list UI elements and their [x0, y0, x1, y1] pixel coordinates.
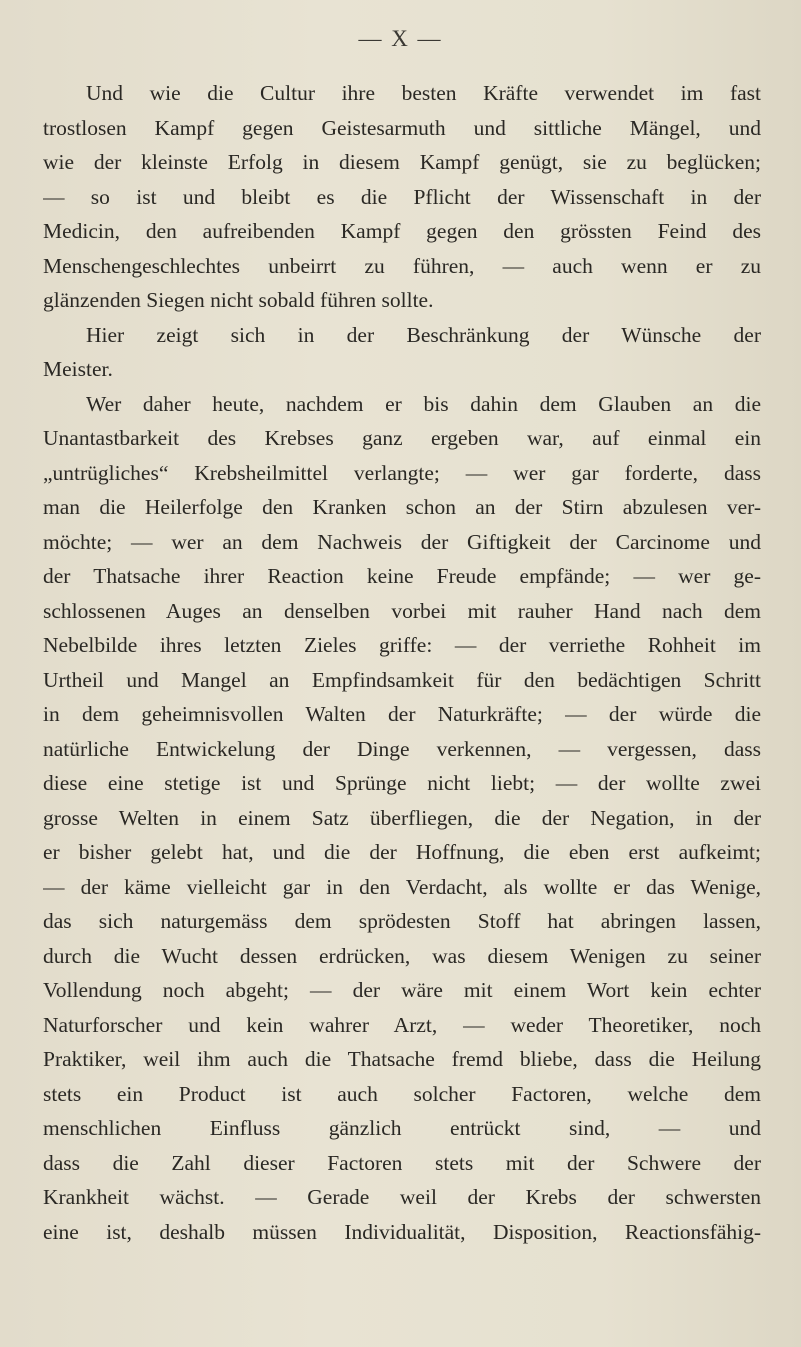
text-line: eine ist, deshalb müssen Individualität, Disposition, Reactionsfähig- — [43, 1219, 761, 1244]
text-line: Und wie die Cultur ihre besten Kräfte verwendet im fast — [86, 81, 761, 105]
text-line: dass die Zahl dieser Factoren stets mit der Schwere der — [43, 1150, 761, 1175]
text-line: Nebelbilde ihres letzten Zieles griffe: — der verriethe Rohheit im — [43, 633, 761, 657]
text-line: Praktiker, weil ihm auch die Thatsache fremd bliebe, dass die Heilung — [43, 1047, 761, 1071]
text-line: Medicin, den aufreibenden Kampf gegen den grössten Feind des — [43, 219, 761, 243]
page-number-header: — X — — [358, 26, 443, 51]
text-line: glänzenden Siegen nicht sobald führen sollte. — [43, 288, 434, 312]
text-line: das sich naturgemäss dem sprödesten Stoff hat abringen lassen, — [43, 909, 761, 933]
text-line: der Thatsache ihrer Reaction keine Freude empfände; — wer ge- — [43, 564, 761, 588]
text-line: wie der kleinste Erfolg in diesem Kampf genügt, sie zu beglücken; — [43, 150, 761, 174]
text-line: Vollendung noch abgeht; — der wäre mit einem Wort kein echter — [43, 978, 761, 1002]
text-line: menschlichen Einfluss gänzlich entrückt sind, — und — [43, 1116, 761, 1140]
text-line: Menschengeschlechtes unbeirrt zu führen, — auch wenn er zu — [43, 253, 761, 278]
text-line: man die Heilerfolge den Kranken schon an der Stirn abzulesen ver- — [43, 495, 761, 519]
text-line: Hier zeigt sich in der Beschränkung der Wünsche der — [86, 322, 761, 347]
text-line: trostlosen Kampf gegen Geistesarmuth und sittliche Mängel, und — [43, 115, 761, 140]
text-line: grosse Welten in einem Satz überfliegen, die der Negation, in der — [43, 805, 761, 830]
text-line: Meister. — [43, 357, 113, 381]
text-line: Wer daher heute, nachdem er bis dahin dem Glauben an die — [86, 391, 761, 416]
text-line: Unantastbarkeit des Krebses ganz ergeben war, auf einmal ein — [43, 426, 761, 450]
text-line: Urtheil und Mangel an Empfindsamkeit für den bedächtigen Schritt — [43, 667, 761, 692]
text-line: durch die Wucht dessen erdrücken, was diesem Wenigen zu seiner — [43, 943, 761, 968]
text-line: diese eine stetige ist und Sprünge nicht liebt; — der wollte zwei — [43, 771, 761, 795]
text-line: Naturforscher und kein wahrer Arzt, — weder Theoretiker, noch — [43, 1012, 761, 1037]
text-line: er bisher gelebt hat, und die der Hoffnung, die eben erst aufkeimt; — [43, 840, 761, 864]
text-line: — der käme vielleicht gar in den Verdacht, als wollte er das Wenige, — [43, 874, 761, 899]
text-line: natürliche Entwickelung der Dinge verkennen, — vergessen, dass — [43, 736, 761, 761]
text-line: Krankheit wächst. — Gerade weil der Krebs der schwersten — [43, 1185, 761, 1209]
text-line: in dem geheimnisvollen Walten der Naturkräfte; — der würde die — [43, 702, 761, 726]
text-line: „untrügliches“ Krebsheilmittel verlangte; — wer gar forderte, dass — [43, 460, 761, 485]
text-line: schlossenen Auges an denselben vorbei mit rauher Hand nach dem — [43, 598, 761, 623]
text-line: stets ein Product ist auch solcher Factoren, welche dem — [43, 1081, 761, 1106]
text-line: — so ist und bleibt es die Pflicht der Wissenschaft in der — [43, 184, 761, 209]
body-text — [43, 76, 761, 1249]
text-line: möchte; — wer an dem Nachweis der Giftigkeit der Carcinome und — [43, 529, 761, 554]
